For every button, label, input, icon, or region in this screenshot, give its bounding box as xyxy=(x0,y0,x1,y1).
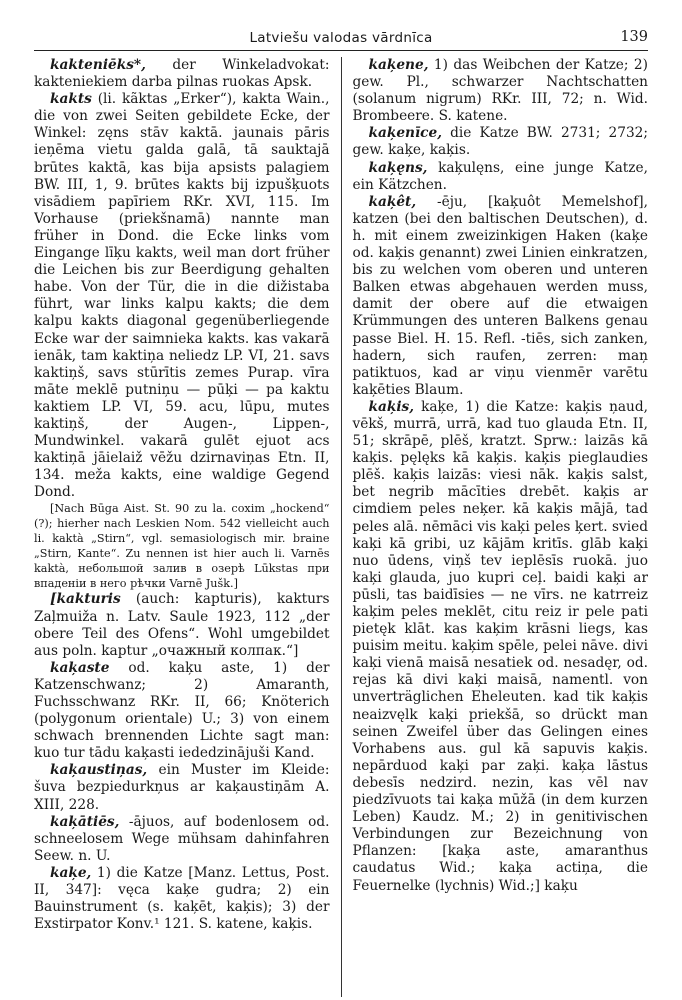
entry-text: (li. kãktas „Erker“), kakta Wain., die von zwei Seiten gebildete Ecke, der Winkel: zęns stāv kaktā. jaunais pāris ieņēma vietu galda galā, tā sauktajā brūtes kaktā, kas bija apsists palagiem BW. III, 1, 9. brūtes kakts bij izpušķuots visādiem papīriem RKr. XVI, 115. Im Vorhause (priekšnamā) nannte man früher in Dond. die Ecke links vom Eingange līķu kakts, weil man dort früher die Leichen bis zur Beerdigung gehalten habe. Von der Tür, die in die dižistaba führt, war links kalpu kakts; die dem kalpu kakts diagonal gegenüberliegende Ecke war der saimnieka kakts. kas vakarā ienāk, tam kaktiņa neliedz LP. VI, 21. savs kaktiņš, savs stūrītis zemes Purap. vīra māte meklē putniņu — pūķi — pa kaktu kaktiem LP. VI, 59. acu, lūpu, mutes kaktiņš, der Augen-, Lippen-, Mundwinkel. vakarā gulēt ejuot acs kaktiņā jāielaiž vēžu dzirnaviņas Etn. II, 134. meža kakts, eine waldige Gegend Dond. xyxy=(34,91,330,501)
page-header xyxy=(34,28,648,51)
running-title: Latviešu valodas vārdnīca xyxy=(249,30,433,46)
entry-headword: kaķenīce, xyxy=(368,125,442,142)
entry-headword: kakts xyxy=(50,91,92,108)
dictionary-entry xyxy=(34,91,330,501)
entry-headword: kaķene, xyxy=(368,57,429,73)
dictionary-entry xyxy=(352,194,648,399)
entry-headword: kaķęns, xyxy=(368,159,428,176)
entry-headword: [kakturis xyxy=(50,591,121,608)
entry-text: kaķulęns, eine junge Katze, ein Kätzchen. xyxy=(352,159,648,193)
dictionary-entry xyxy=(352,57,648,125)
entry-headword: kakteniēks*, xyxy=(50,57,146,73)
entry-text: [Nach Būga Aist. St. 90 zu la. coxim „hockend“ (?); hierher nach Leskien Nom. 542 vielleicht auch li. kaktà „Stirn“, vgl. semasiologisch mir. braine „Stirn, Kante“. Zu nennen ist hier auch li. Varnēs kaktà, небольшой залив в озерѣ Lūkstas при впаденіи в него рѣчки Varnē Jušk.] xyxy=(34,502,330,591)
entry-headword: kaķātiēs, xyxy=(50,813,120,830)
dictionary-entry xyxy=(34,814,330,865)
entry-headword: kaķêt, xyxy=(368,193,417,210)
entry-text: ein Muster im Kleide: šuva bezpiedurkņus ar kaķaustiņām A. XIII, 228. xyxy=(34,762,330,813)
dictionary-entry xyxy=(34,591,330,659)
entry-text: kaķe, 1) die Katze: kaķis ņaud, vēkš, murrā, urrā, kad tuo glauda Etn. II, 51; skrāpē, plēš, kratzt. Sprw.: laizās kā kaķis. pęlęks kā kaķis. kaķis pieglaudies plēš. kaķis laizās: viesi nāk. kaķis salst, bet negrib mācīties drebēt. kaķis ar cimdiem peles neķer. kā kaķis mājā, tad peles alā. nēmāci vis kaķi peles ķert. svied kaķi kā gribi, uz kājām kritīs. glāb kaķi nuo ūdens, viņš tev ieplēsīs ruokā. juo kaķi glauda, juo kupri ceļ. baidi kaķi ar pūsli, tas baidīsies — ne vīrs. ne katrreiz kaķim peles meklēt, citu reiz ir pele pati pietęk klāt. kas kaķim krāsni liegs, kas puisim meitu. kaķim spēle, pelei nāve. divi kaķi vienā maisā nesatiek od. nesadęr, od. rejas kā divi kaķi maisā, namentl. von unverträglichen Eheleuten. kad tik kaķis neaizvęlk kaķi priekšā, so drückt man seinen Zweifel über das Gelingen eines Vorhabens aus. gul kā sapuvis kaķis. nepārduod kaķi par zaķi. kaķa lāstus debesīs nedzird. nezin, kas vēl nav piedzīvuots tai kaķa mūžā (in dem kurzen Leben) Kaudz. M.; 2) in genitivischen Verbindungen zur Bezeichnung von Pflanzen: [kaķa aste, amaranthus caudatus Wid.; kaķa actiņa, die Feuernelke (lychnis) Wid.;] kaķu xyxy=(352,398,648,894)
entry-text: die Katze BW. 2731; 2732; gew. kaķe, kaķis. xyxy=(352,125,648,159)
entry-headword: kaķaste xyxy=(50,659,110,676)
entry-text: -ēju, [kaķuôt Memelshof], katzen (bei den baltischen Deutschen), d. h. mit einem zweizinkigen Haken (kaķe od. kaķis genannt) zwei Linien einkratzen, bis zu welchen vom oberen und unteren Balken etwas abgehauen werden muss, damit der obere auf die etwaigen Krümmungen des unteren Balkens genau passe Biel. H. 15. Refl. -tiēs, sich zanken, hadern, sich raufen, zerren: maņ patiktuos, kad ar viņu vienmēr varētu kaķēties Blaum. xyxy=(352,193,648,398)
left-column xyxy=(34,57,341,997)
entry-text: -ājuos, auf bodenlosem od. schneelosem Wege mühsam dahinfahren Seew. n. U. xyxy=(34,813,330,864)
entry-text: 1) das Weibchen der Katze; 2) gew. Pl., schwarzer Nachtschatten (solanum nigrum) RKr. III, 72; n. Wid. Brombeere. S. katene. xyxy=(352,57,648,125)
dictionary-entry xyxy=(34,762,330,813)
entry-text: 1) die Katze [Manz. Lettus, Post. II, 347]: vęca kaķe gudra; 2) ein Bauinstrument (s. kaķēt, kaķis); 3) der Exstirpator Konv.¹ 121. S. katene, kaķis. xyxy=(34,864,330,933)
dictionary-entry xyxy=(34,865,330,933)
entry-text: (auch: kapturis), kakturs Zaļmuiža n. Latv. Saule 1923, 112 „der obere Teil des Ofens“. Wohl umgebildet aus poln. kaptur „очажный колпак.“] xyxy=(34,591,330,659)
page-number: 139 xyxy=(620,29,648,45)
entry-headword: kaķe, xyxy=(50,864,92,881)
entry-text: od. kaķu aste, 1) der Katzenschwanz; 2) Amaranth, Fuchsschwanz RKr. II, 66; Knöterich (polygonum orientale) U.; 3) von einem schwach brennenden Lichte sagt man: kuo tur tādu kaķasti iededzinājuši Kand. xyxy=(34,659,330,762)
dictionary-entry xyxy=(352,399,648,895)
dictionary-entry xyxy=(352,160,648,194)
entry-text: der Winkeladvokat: kakteniekiem darba pilnas ruokas Apsk. xyxy=(34,57,330,91)
dictionary-entry xyxy=(34,57,330,91)
dictionary-entry xyxy=(352,125,648,159)
etymology-note xyxy=(34,501,330,591)
two-column-body xyxy=(34,57,648,997)
dictionary-entry xyxy=(34,660,330,763)
entry-headword: kaķis, xyxy=(368,398,414,415)
right-column xyxy=(341,57,648,997)
entry-headword: kaķaustiņas, xyxy=(50,762,148,779)
